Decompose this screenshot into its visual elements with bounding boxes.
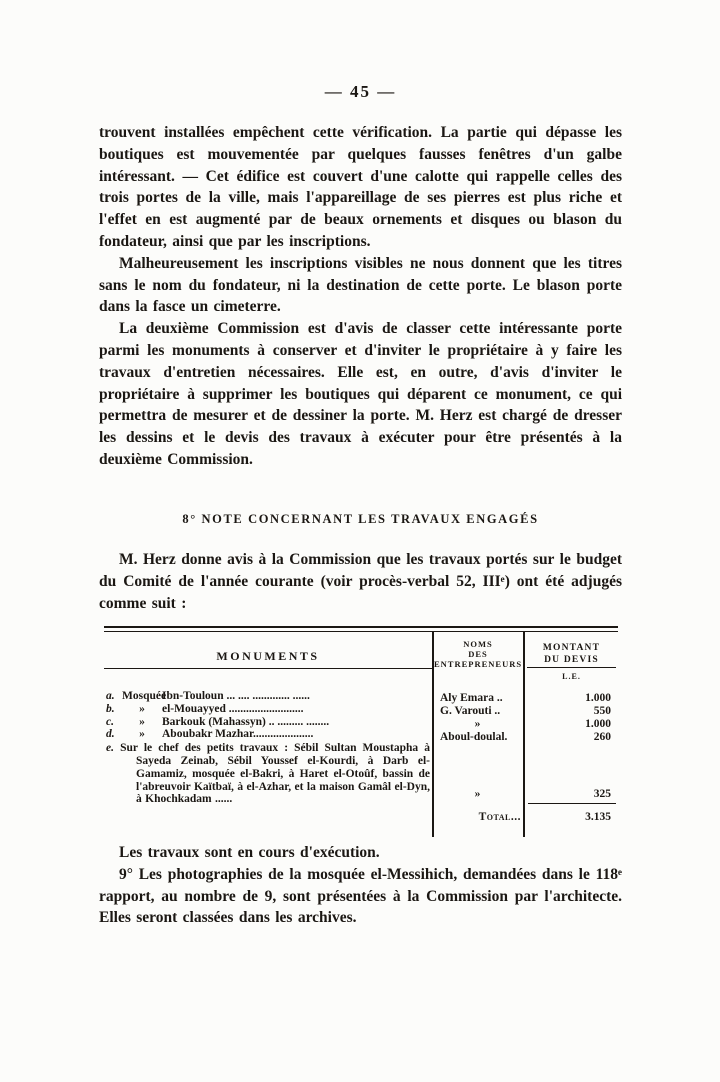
row-letter: d. [106, 728, 115, 741]
monument-name: Aboubakr Mazhar..................... [162, 728, 314, 741]
monuments-column [106, 690, 430, 806]
monument-name: Barkouk (Mahassyn) .. ......... ........ [162, 715, 330, 728]
paragraph-inscriptions: Malheureusement les inscriptions visibles ne nous donnent que les titres sans le nom du fondateur, ni la destination de cette porte. Le blason porte dans la fasce un cimeterre. [99, 254, 622, 316]
header-montant-line2: DU DEVIS [544, 655, 599, 665]
total-label: Total... [478, 811, 521, 823]
column-header-montant [525, 642, 618, 666]
header-noms-line3: ENTREPRENEURS [434, 659, 523, 669]
paragraph-photographies: 9° Les photographies de la mosquée el-Messihich, demandées dans le 118ᵉ rapport, au nombre de 9, sont présentées à la Commission par l'architecte. Elles seront classées dans les archives. [99, 865, 622, 927]
row-prefix: Mosquée [122, 690, 167, 702]
paragraph-execution: Les travaux sont en cours d'exécution. [119, 844, 380, 861]
page-number: — 45 — [324, 82, 397, 101]
total-value: 3.135 [585, 811, 611, 823]
main-text-block [99, 122, 622, 471]
section-intro: M. Herz donne avis à la Commission que les travaux portés sur le budget du Comité de l'année courante (voir procès-verbal 52, IIIᵉ) ont été adjugés comme suit : [99, 551, 622, 612]
table-row [106, 703, 430, 716]
header-montant-line1: MONTANT [542, 643, 601, 653]
monument-name: el-Mouayyed .......................... [162, 702, 304, 715]
header-rule-montant [527, 667, 616, 668]
row-letter: b. [106, 702, 115, 715]
header-noms-line2: DES [468, 649, 488, 659]
amount-value: 260 [593, 731, 611, 743]
amount-value: 550 [593, 705, 611, 717]
column-header-entrepreneurs [434, 639, 522, 669]
ditto-mark: » [139, 702, 145, 715]
entrepreneur-name: Aboul-doulal. [440, 731, 508, 743]
closing-text-block [99, 842, 622, 929]
amount-value: 1.000 [585, 692, 611, 704]
table-row-e [106, 742, 430, 806]
entrepreneur-name: Aly Emara .. [440, 692, 503, 704]
total-sum-rule [528, 803, 616, 804]
row-letter: a. [106, 690, 115, 702]
entrepreneur-ditto: » [474, 718, 481, 730]
section-heading: 8° NOTE CONCERNANT LES TRAVAUX ENGAGÉS [182, 512, 539, 526]
amount-value: 325 [593, 788, 611, 800]
header-rule-monuments [104, 668, 432, 669]
amount-value: 1.000 [585, 718, 611, 730]
currency-unit: L.E. [562, 672, 581, 681]
row-letter: e. [106, 742, 114, 755]
paragraph-commission: La deuxième Commission est d'avis de classer cette intéressante porte parmi les monuments à conserver et d'inviter le propriétaire à y faire les travaux d'entretien nécessaires. Elle est, en outre, d'avis d'inviter le propriétaire à supprimer les boutiques qui déparent ce monument, ce qui permettra de mesurer et de dessiner la porte. M. Herz est chargé de dresser les dessins et le devis des travaux à exécuter pour être présentés à la deuxième Commission. [99, 320, 622, 468]
works-table [104, 626, 618, 840]
monument-description: Sur le chef des petits travaux : Sébil Sultan Moustapha à Sayeda Zeinab, Sébil Youssef el-Kourdi, à Darb el-Gamamiz, mosquée el-Bakri, à Haret el-Otoûf, bassin de l'abreuvoir Kaïtbaï, à el-Azhar, et la maison Gamâl el-Dyn, à Khochkadam ...... [120, 742, 430, 806]
table-top-rule-thin [104, 631, 618, 632]
entrepreneur-ditto: » [474, 788, 481, 800]
monument-name: Ibn-Touloun ... .... ............. ...... [162, 690, 310, 702]
row-letter: c. [106, 715, 114, 728]
header-noms-line1: NOMS [463, 639, 493, 649]
column-header-monuments: MONUMENTS [216, 649, 320, 663]
paragraph-continuation: trouvent installées empêchent cette vérification. La partie qui dépasse les boutiques est mouvementée par quelques fausses fenêtres d'un galbe intéressant. — Cet édifice est couvert d'une calotte qui rappelle celles des trois portes de la ville, mais l'appareillage de ses pierres est plus riche et l'effet en est augmenté par de beaux ornements et disques ou blason du fondateur, ainsi que par les inscriptions. [99, 124, 622, 250]
table-row [106, 690, 430, 703]
table-top-rule-thick [104, 626, 618, 628]
entrepreneur-name: G. Varouti .. [440, 705, 501, 717]
ditto-mark: » [139, 728, 145, 741]
ditto-mark: » [139, 715, 145, 728]
table-row [106, 728, 430, 741]
table-row [106, 716, 430, 729]
